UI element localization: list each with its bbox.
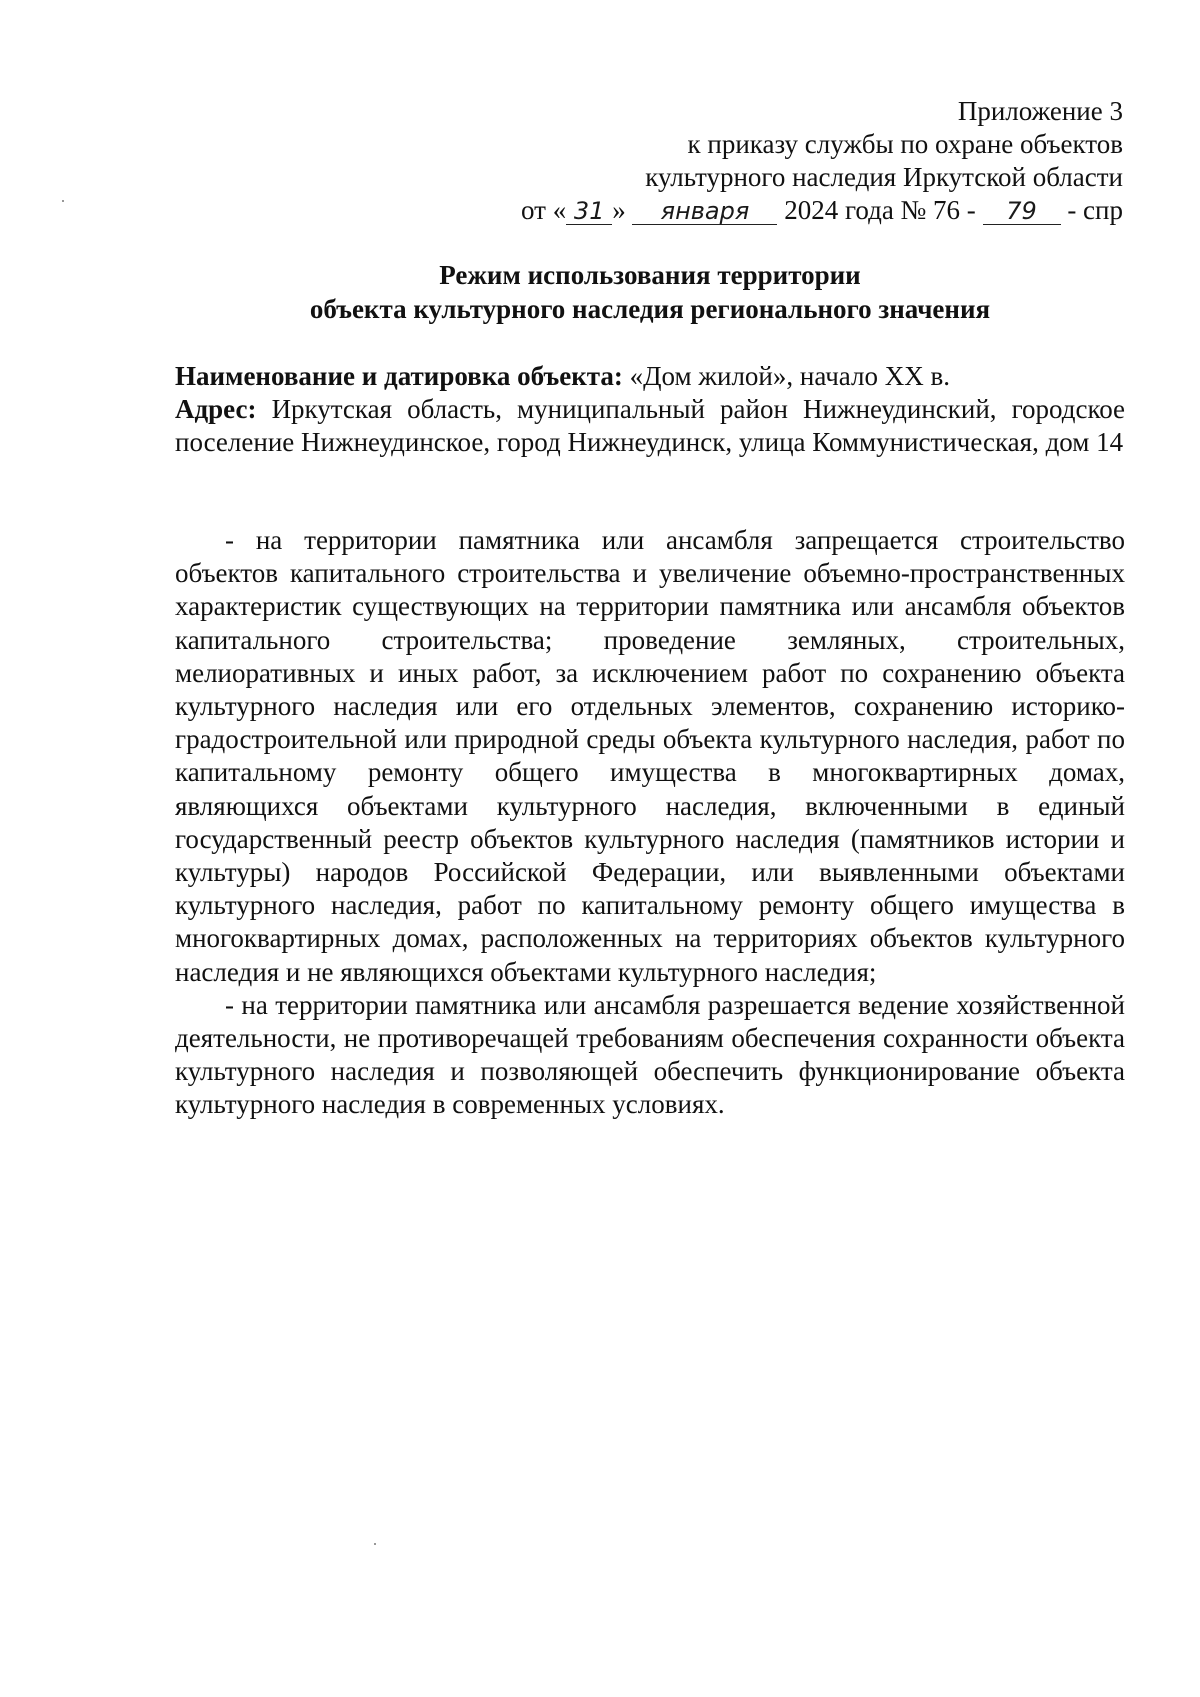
handwritten-day: 31	[566, 198, 612, 225]
order-reference-line: к приказу службы по охране объектов	[687, 129, 1123, 159]
title-line-2: объекта культурного наследия регионального значения	[309, 294, 991, 324]
appendix-header	[323, 95, 1123, 227]
regime-text	[175, 524, 1125, 1122]
document-title	[175, 258, 1125, 326]
handwritten-month: января	[632, 198, 777, 225]
date-year: 2024 года № 76 -	[784, 195, 976, 225]
date-prefix: от «	[521, 195, 567, 225]
prohibition-paragraph: - на территории памятника или ансамбля запрещается строительство объектов капитального строительства и увеличение объемно-пространственных характеристик существующих на территории памятника или ансамбля объектов капитального строительства; проведение земляных, строительных, мелиоративных и иных работ, за исключением работ по сохранению объекта культурного наследия или его отдельных элементов, сохранению историко-градостроительной или природной среды объекта культурного наследия, работ по капитальному ремонту общего имущества в многоквартирных домах, являющихся объектами культурного наследия, включенными в единый государственный реестр объектов культурного наследия (памятников истории и культуры) народов Российской Федерации, или выявленными объектами культурного наследия, работ по капитальному ремонту общего имущества в многоквартирных домах, расположенных на территориях объектов культурного наследия и не являющихся объектами культурного наследия;	[175, 525, 1125, 987]
scan-speck	[374, 1543, 376, 1545]
object-address-label: Адрес:	[175, 394, 257, 424]
title-line-1: Режим использования территории	[439, 260, 861, 290]
order-suffix: - спр	[1067, 195, 1123, 225]
date-quote-close: »	[612, 195, 626, 225]
object-name-value: «Дом жилой», начало XX в.	[629, 361, 950, 391]
issuing-authority-line: культурного наследия Иркутской области	[645, 162, 1123, 192]
appendix-number: Приложение 3	[957, 96, 1123, 126]
object-name-row	[175, 360, 1125, 393]
scan-speck	[62, 200, 64, 202]
permission-paragraph: - на территории памятника или ансамбля разрешается ведение хозяйственной деятельности, не противоречащей требованиям обеспечения сохранности объекта культурного наследия и позволяющей обеспечить функционирование объекта культурного наследия в современных условиях.	[175, 989, 1125, 1120]
object-address-row	[175, 393, 1125, 459]
object-info	[175, 360, 1125, 459]
order-date-line	[323, 194, 1123, 227]
object-name-label: Наименование и датировка объекта:	[175, 361, 623, 391]
object-address-value: Иркутская область, муниципальный район Нижнеудинский, городское поселение Нижнеудинское, город Нижнеудинск, улица Коммунистическая, дом 14	[175, 394, 1126, 457]
handwritten-order-number: 79	[983, 198, 1061, 225]
